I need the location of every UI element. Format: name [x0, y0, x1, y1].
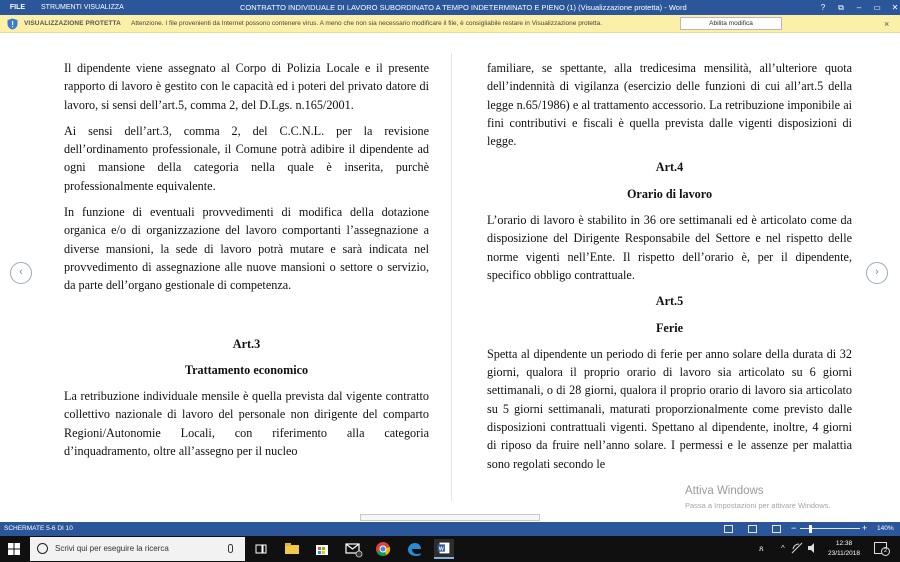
article-title: Orario di lavoro [626, 186, 713, 201]
notification-count-badge: 2 [881, 547, 890, 556]
article-title: Trattamento economico [184, 362, 309, 377]
search-placeholder: Scrivi qui per eseguire la ricerca [55, 544, 169, 553]
title-bar [0, 0, 900, 15]
protected-view-title: VISUALIZZAZIONE PROTETTA [24, 20, 121, 27]
left-page-column [64, 59, 429, 468]
activation-watermark-title: Attiva Windows [685, 485, 764, 497]
paragraph: In funzione di eventuali provvedimenti di modifica della dotazione organica e/o di organizzazione del lavoro comportanti l’assegnazione a diverse mansioni, la sede di lavoro potrà mutare e sarà indicata nel provvedimento di assegnazione alle nuove mansioni o settore o servizio, da parte dell’organo gestionale di competenza. [64, 205, 429, 293]
volume-icon[interactable] [807, 542, 819, 554]
file-tab[interactable]: FILE [0, 0, 35, 15]
paragraph: L’orario di lavoro è stabilito in 36 ore settimanali ed è articolato come da disposizione del Dirigente Responsabile del Settore e nel rispetto delle norme vigenti nell’Ente. Il rispetto dell’orario è, per il dipendente, specifico obbligo contrattuale. [487, 213, 852, 282]
zoom-in-button[interactable]: + [862, 523, 868, 533]
task-view-icon[interactable] [251, 539, 271, 559]
status-bar [0, 522, 900, 536]
edge-icon[interactable] [404, 539, 424, 559]
taskbar [0, 536, 900, 562]
enable-editing-button[interactable]: Abilita modifica [680, 17, 782, 30]
page-divider [451, 53, 452, 501]
document-area [0, 33, 900, 522]
windows-start-icon[interactable] [8, 543, 20, 555]
system-clock[interactable] [824, 539, 864, 559]
shield-icon [7, 18, 18, 30]
cortana-icon [37, 543, 48, 554]
previous-page-button[interactable]: ‹ [10, 262, 32, 284]
action-center-icon[interactable] [874, 542, 887, 554]
minimize-button[interactable]: – [856, 3, 862, 12]
article-title: Ferie [655, 320, 684, 335]
article-number: Art.5 [655, 294, 684, 309]
clock-date: 23/11/2018 [827, 550, 861, 557]
paragraph: familiare, se spettante, alla tredicesima mensilità, all’ulteriore quota dell’indennità di vigilanza (esercizio delle funzioni di cui all’art.5 della legge n.65/1986) e al trattamento accessorio. La retribuzione imponibile ai fini contributivi e fiscali è quella prevista dalle vigenti disposizioni di legge. [487, 61, 852, 149]
zoom-slider-thumb[interactable] [809, 525, 812, 533]
zoom-level[interactable]: 140% [877, 525, 894, 532]
paragraph: Il dipendente viene assegnato al Corpo di Polizia Locale e il presente rapporto di lavoro è gestito con le capacità ed i poteri del privato datore di lavoro, si sensi dell’art.5, comma 2, del D.Lgs. n.165/2001. [64, 61, 429, 112]
print-layout-icon[interactable] [748, 525, 757, 533]
mail-icon[interactable] [343, 539, 363, 559]
view-tools-tab[interactable]: STRUMENTI VISUALIZZA [35, 0, 130, 15]
chrome-icon[interactable] [373, 539, 393, 559]
paragraph: Spetta al dipendente un periodo di ferie per anno solare della durata di 32 giorni, qualora il proprio orario di lavoro sia articolato su 6 giorni settimanali, o di 28 giorni, qualora il proprio orario di lavoro sia articolato su 5 giorni settimanali, maturati proporzionalmente come previsto dalle disposizioni contrattuali vigenti. Spettano al dipendente, inoltre, 4 giorni di riposo da fruire nell’anno solare. I permessi e le assenze per malattia sono regolati secondo le [487, 346, 852, 471]
protected-view-bar [0, 15, 900, 33]
web-layout-icon[interactable] [772, 525, 781, 533]
paragraph: Ai sensi dell’art.3, comma 2, del C.C.N.L. per la revisione dell’ordinamento professionale, il Comune potrà adibire il dipendente ad ogni mansione della categoria nella quale è inserita, purchè professionalmente equivalente. [64, 123, 429, 193]
taskbar-search-box[interactable] [30, 537, 245, 561]
ribbon-display-button[interactable]: ⧉ [838, 3, 844, 12]
zoom-out-button[interactable]: − [791, 523, 797, 533]
clock-time: 12:38 [835, 540, 853, 547]
store-icon[interactable] [312, 539, 332, 559]
people-icon[interactable]: ጸ [759, 544, 764, 553]
paragraph: La retribuzione individuale mensile è quella prevista dal vigente contratto collettivo nazionale di lavoro del personale non dirigente del comparto Regioni/Autonomie Locali, con riferimento alla categoria d’inquadramento, oltre all’assegno per il nucleo [64, 389, 429, 459]
help-button[interactable]: ? [820, 3, 826, 12]
right-page-column [487, 59, 852, 481]
read-mode-icon[interactable] [724, 525, 733, 533]
window-title: CONTRATTO INDIVIDUALE DI LAVORO SUBORDINATO A TEMPO INDETERMINATO E PIENO (1) (Visualizzazione protetta) - Word [240, 3, 687, 12]
article-number: Art.3 [232, 336, 261, 351]
close-icon[interactable]: × [884, 19, 890, 29]
article-number: Art.4 [655, 160, 684, 175]
next-page-button[interactable]: › [866, 262, 888, 284]
horizontal-scrollbar[interactable] [360, 514, 540, 521]
file-explorer-icon[interactable] [282, 539, 302, 559]
svg-text:W: W [438, 546, 444, 553]
microphone-icon[interactable] [228, 544, 233, 553]
word-icon[interactable] [434, 539, 454, 559]
show-hidden-icons-chevron-icon[interactable]: ^ [781, 544, 785, 553]
activation-watermark-text: Passa a Impostazioni per attivare Windows. [685, 501, 831, 510]
page-counter: SCHERMATE 5-6 DI 10 [4, 525, 73, 532]
close-button[interactable]: ✕ [891, 3, 899, 12]
network-icon[interactable] [790, 541, 804, 555]
maximize-button[interactable]: ▭ [873, 3, 881, 12]
protected-view-message: Attenzione. I file provenienti da Internet possono contenere virus. A meno che non sia necessario modificare il file, è consigliabile restare in Visualizzazione protetta. [131, 20, 603, 27]
